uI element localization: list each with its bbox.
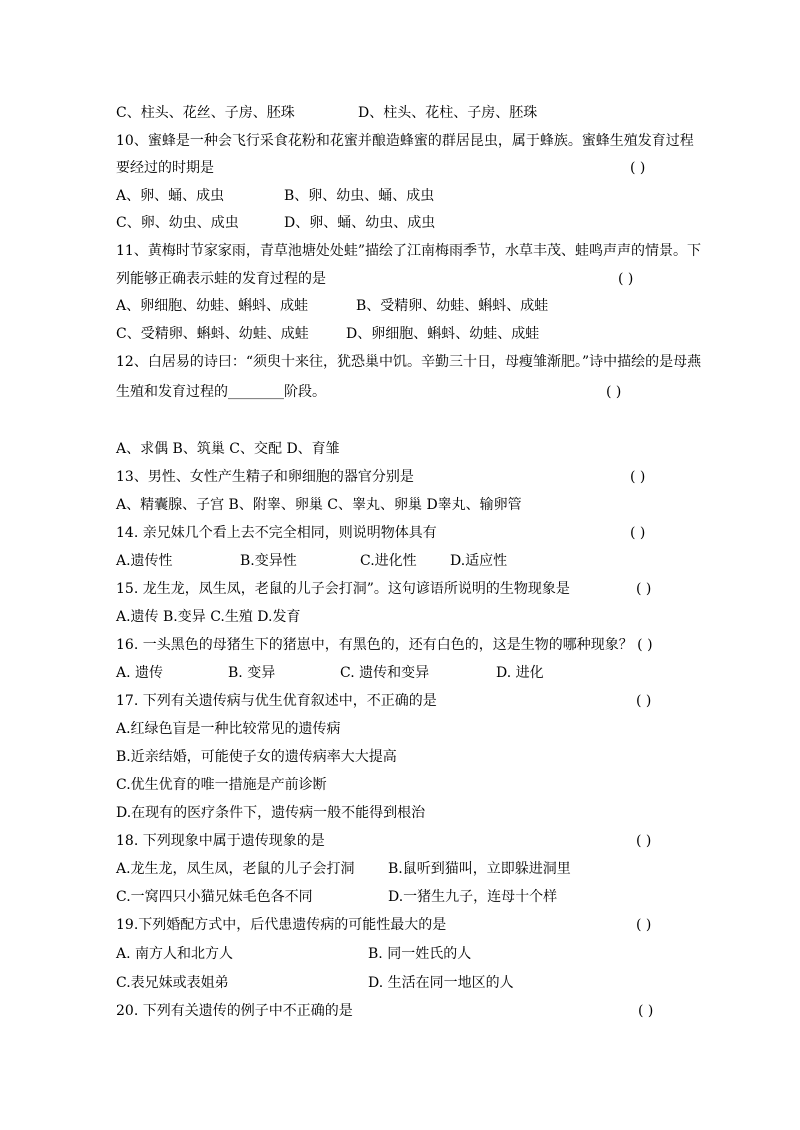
option-b: B.变异性 bbox=[240, 553, 297, 569]
question-stem: 生殖和发育过程的________阶段。 bbox=[116, 384, 326, 400]
question-stem: 19.下列婚配方式中，后代患遗传病的可能性最大的是 bbox=[116, 917, 447, 933]
option-c: C、受精卵、蝌蚪、幼蛙、成蛙 bbox=[116, 326, 309, 342]
question-stem: 10、蜜蜂是一种会飞行采食花粉和花蜜并酿造蜂蜜的群居昆虫，属于蜂族。蜜蜂生殖发育过程 bbox=[116, 133, 694, 149]
option-c: C、柱头、花丝、子房、胚珠 bbox=[116, 105, 295, 121]
option-c: C. 遗传和变异 bbox=[340, 665, 430, 681]
answer-blank: ( ) bbox=[636, 833, 652, 849]
option-d: D.在现有的医疗条件下，遗传病一般不能得到根治 bbox=[116, 805, 426, 821]
answer-blank: ( ) bbox=[630, 160, 646, 176]
question-stem: 列能够正确表示蛙的发育过程的是 bbox=[116, 271, 326, 287]
answer-blank: ( ) bbox=[606, 384, 622, 400]
question-stem: 12、白居易的诗曰：“须臾十来往，犹恐巢中饥。辛勤三十日，母瘦雏渐肥。”诗中描绘的是母燕 bbox=[116, 354, 702, 370]
option-d: D、卵、蛹、幼虫、成虫 bbox=[284, 215, 436, 231]
option-b: B.鼠听到猫叫，立即躲进洞里 bbox=[388, 861, 571, 877]
answer-blank: ( ) bbox=[618, 271, 634, 287]
option-b: B、受精卵、幼蛙、蝌蚪、成蛙 bbox=[356, 298, 549, 314]
question-stem: 要经过的时期是 bbox=[116, 160, 214, 176]
option-a: A、卵、蛹、成虫 bbox=[116, 188, 225, 204]
option-a: A. 南方人和北方人 bbox=[116, 946, 234, 962]
options: A、求偶 B、筑巢 C、交配 D、育雏 bbox=[116, 441, 340, 457]
options: A、精囊腺、子宫 B、附睾、卵巢 C、睾丸、卵巢 D睾丸、输卵管 bbox=[116, 497, 522, 513]
options: A.遗传 B.变异 C.生殖 D.发育 bbox=[116, 609, 301, 625]
option-d: D.适应性 bbox=[450, 553, 508, 569]
option-d: D、卵细胞、蝌蚪、幼蛙、成蛙 bbox=[346, 326, 540, 342]
option-c: C.进化性 bbox=[360, 553, 417, 569]
answer-blank: ( ) bbox=[636, 693, 652, 709]
answer-blank: ( ) bbox=[630, 469, 646, 485]
option-c: C、卵、幼虫、成虫 bbox=[116, 215, 239, 231]
question-stem: 14. 亲兄妹几个看上去不完全相同，则说明物体具有 bbox=[116, 525, 437, 541]
question-stem: 17. 下列有关遗传病与优生优育叙述中，不正确的是 bbox=[116, 693, 437, 709]
answer-blank: ( ) bbox=[638, 1003, 654, 1019]
question-stem: 18. 下列现象中属于遗传现象的是 bbox=[116, 833, 325, 849]
question-stem: 15. 龙生龙，凤生凤，老鼠的儿子会打洞”。这句谚语所说明的生物现象是 bbox=[116, 581, 570, 597]
question-stem: 13、男性、女性产生精子和卵细胞的器官分别是 bbox=[116, 469, 414, 485]
answer-blank: ( ) bbox=[636, 581, 652, 597]
question-stem: 11、黄梅时节家家雨，青草池塘处处蛙”描绘了江南梅雨季节，水草丰茂、蛙鸣声声的情景。下 bbox=[116, 243, 701, 259]
option-b: B、卵、幼虫、蛹、成虫 bbox=[284, 188, 435, 204]
option-b: B. 变异 bbox=[228, 665, 276, 681]
option-d: D. 进化 bbox=[496, 665, 544, 681]
option-d: D.一猪生九子，连母十个样 bbox=[388, 889, 558, 905]
option-a: A.红绿色盲是一种比较常见的遗传病 bbox=[116, 721, 341, 737]
option-a: A.遗传性 bbox=[116, 553, 173, 569]
option-c: C.优生优育的唯一措施是产前诊断 bbox=[116, 777, 327, 793]
option-a: A.龙生龙，凤生凤，老鼠的儿子会打洞 bbox=[116, 861, 355, 877]
option-c: C.一窝四只小猫兄妹毛色各不同 bbox=[116, 889, 313, 905]
option-b: B.近亲结婚，可能使子女的遗传病率大大提高 bbox=[116, 749, 397, 765]
option-a: A. 遗传 bbox=[116, 665, 164, 681]
option-b: B. 同一姓氏的人 bbox=[368, 946, 472, 962]
question-stem: 20. 下列有关遗传的例子中不正确的是 bbox=[116, 1003, 353, 1019]
question-stem: 16. 一头黑色的母猪生下的猪崽中，有黑色的，还有白色的，这是生物的哪种现象？ ( ) bbox=[116, 637, 653, 653]
option-a: A、卵细胞、幼蛙、蝌蚪、成蛙 bbox=[116, 298, 309, 314]
answer-blank: ( ) bbox=[630, 525, 646, 541]
option-d: D、柱头、花柱、子房、胚珠 bbox=[358, 105, 538, 121]
option-d: D. 生活在同一地区的人 bbox=[368, 975, 514, 991]
option-c: C.表兄妹或表姐弟 bbox=[116, 975, 229, 991]
answer-blank: ( ) bbox=[636, 917, 652, 933]
